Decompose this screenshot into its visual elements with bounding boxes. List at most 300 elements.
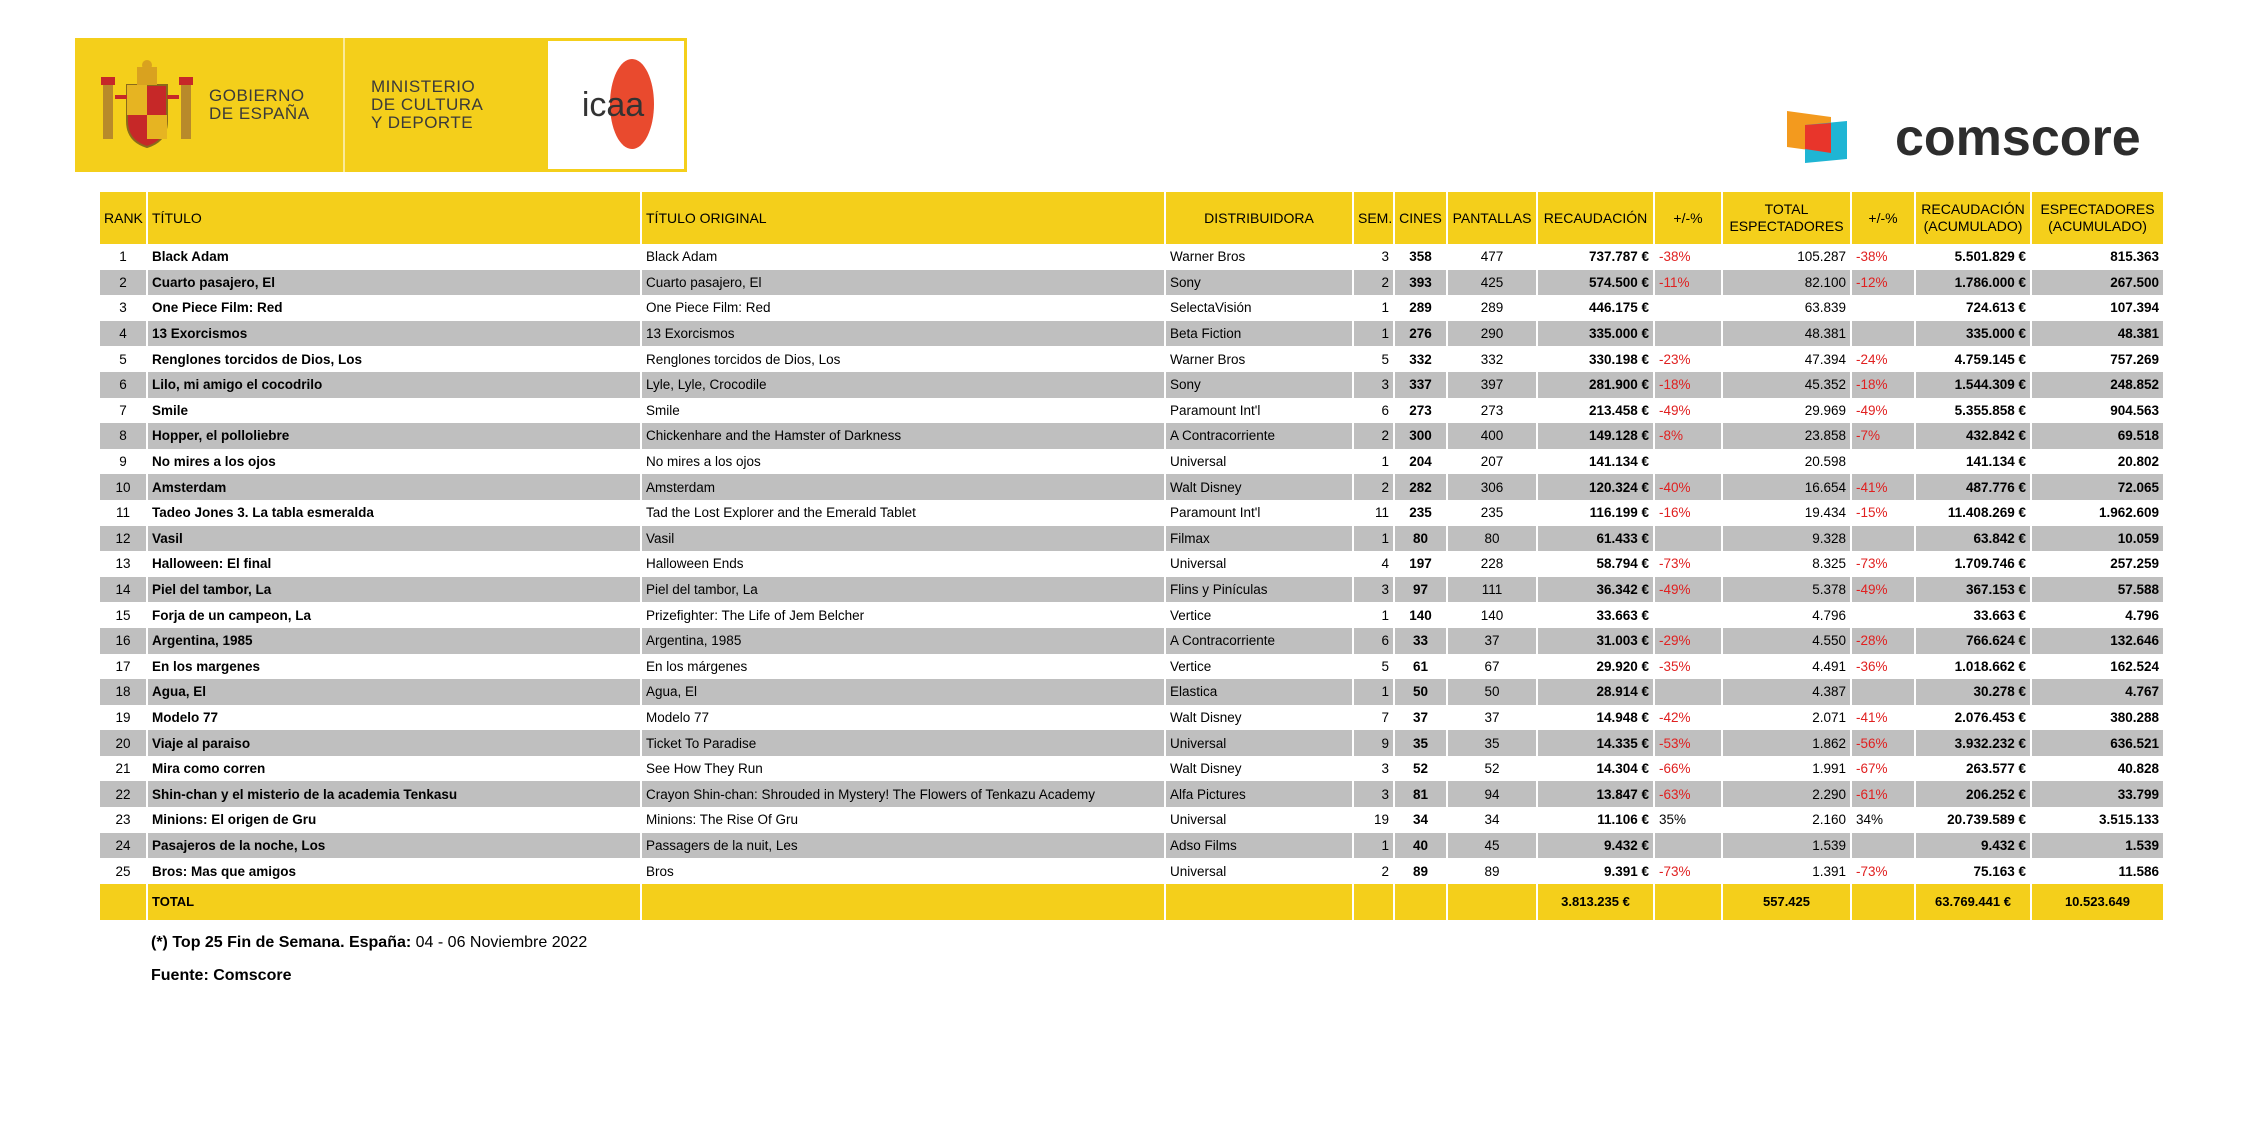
cell-rank: 13 — [100, 551, 147, 577]
cell-sem: 6 — [1353, 628, 1394, 654]
cell-sem: 3 — [1353, 244, 1394, 270]
cell-distribuidora: Universal — [1165, 858, 1353, 884]
cell-cines: 300 — [1394, 423, 1447, 449]
cell-recaudacion: 58.794 € — [1537, 551, 1654, 577]
cell-espectadores: 105.287 — [1722, 244, 1851, 270]
table-row — [100, 270, 2164, 296]
cell-distribuidora: Vertice — [1165, 654, 1353, 680]
header-line: ESPECTADORES — [2040, 201, 2155, 217]
cell-espectadores-acumulado: 132.646 — [2031, 628, 2164, 654]
cell-pantallas: 37 — [1447, 628, 1537, 654]
col-header-var2: +/-% — [1851, 192, 1915, 244]
cell-var2: -28% — [1851, 628, 1915, 654]
cell-pantallas: 228 — [1447, 551, 1537, 577]
cell-titulo-original: One Piece Film: Red — [641, 295, 1165, 321]
totals-recaudacion: 3.813.235 € — [1537, 884, 1654, 920]
cell-sem: 1 — [1353, 295, 1394, 321]
table-row — [100, 321, 2164, 347]
cell-espectadores-acumulado: 48.381 — [2031, 321, 2164, 347]
cell-titulo: Shin-chan y el misterio de la academia Tenkasu — [147, 781, 641, 807]
cell-pantallas: 80 — [1447, 526, 1537, 552]
cell-var1: -66% — [1654, 756, 1722, 782]
cell-cines: 140 — [1394, 602, 1447, 628]
cell-pantallas: 52 — [1447, 756, 1537, 782]
cell-sem: 1 — [1353, 679, 1394, 705]
cell-var2 — [1851, 449, 1915, 475]
cell-var2 — [1851, 833, 1915, 859]
cell-rank: 24 — [100, 833, 147, 859]
cell-recaudacion-acumulado: 11.408.269 € — [1915, 500, 2031, 526]
cell-titulo-original: Bros — [641, 858, 1165, 884]
cell-titulo-original: Chickenhare and the Hamster of Darkness — [641, 423, 1165, 449]
cell-distribuidora: Universal — [1165, 807, 1353, 833]
cell-recaudacion-acumulado: 1.018.662 € — [1915, 654, 2031, 680]
cell-var2: -67% — [1851, 756, 1915, 782]
cell-titulo: One Piece Film: Red — [147, 295, 641, 321]
cell-titulo-original: Argentina, 1985 — [641, 628, 1165, 654]
cell-recaudacion-acumulado: 1.709.746 € — [1915, 551, 2031, 577]
cell-sem: 11 — [1353, 500, 1394, 526]
cell-sem: 5 — [1353, 346, 1394, 372]
cell-titulo: Minions: El origen de Gru — [147, 807, 641, 833]
cell-recaudacion-acumulado: 263.577 € — [1915, 756, 2031, 782]
table-row — [100, 346, 2164, 372]
totals-cell — [1394, 884, 1447, 920]
cell-distribuidora: Filmax — [1165, 526, 1353, 552]
cell-espectadores: 1.391 — [1722, 858, 1851, 884]
cell-var1: -42% — [1654, 705, 1722, 731]
cell-recaudacion-acumulado: 3.932.232 € — [1915, 730, 2031, 756]
cell-recaudacion: 14.948 € — [1537, 705, 1654, 731]
cell-var2: -24% — [1851, 346, 1915, 372]
cell-titulo-original: Black Adam — [641, 244, 1165, 270]
table-row — [100, 423, 2164, 449]
cell-pantallas: 35 — [1447, 730, 1537, 756]
cell-rank: 6 — [100, 372, 147, 398]
cell-distribuidora: Beta Fiction — [1165, 321, 1353, 347]
header-line: (ACUMULADO) — [1923, 218, 2023, 234]
cell-espectadores: 9.328 — [1722, 526, 1851, 552]
cell-recaudacion: 61.433 € — [1537, 526, 1654, 552]
cell-espectadores-acumulado: 380.288 — [2031, 705, 2164, 731]
cell-var2 — [1851, 295, 1915, 321]
cell-sem: 4 — [1353, 551, 1394, 577]
cell-rank: 15 — [100, 602, 147, 628]
cell-cines: 204 — [1394, 449, 1447, 475]
comscore-mark-icon — [1787, 109, 1867, 167]
cell-recaudacion: 213.458 € — [1537, 398, 1654, 424]
cell-rank: 4 — [100, 321, 147, 347]
table-row — [100, 833, 2164, 859]
cell-cines: 273 — [1394, 398, 1447, 424]
cell-cines: 197 — [1394, 551, 1447, 577]
cell-recaudacion-acumulado: 75.163 € — [1915, 858, 2031, 884]
cell-pantallas: 290 — [1447, 321, 1537, 347]
cell-titulo-original: Tad the Lost Explorer and the Emerald Tablet — [641, 500, 1165, 526]
table-row — [100, 730, 2164, 756]
spain-coat-of-arms-icon — [97, 55, 197, 155]
cell-cines: 50 — [1394, 679, 1447, 705]
cell-var2: -49% — [1851, 398, 1915, 424]
totals-label: TOTAL — [147, 884, 641, 920]
cell-titulo: Bros: Mas que amigos — [147, 858, 641, 884]
cell-espectadores: 16.654 — [1722, 474, 1851, 500]
cell-espectadores-acumulado: 636.521 — [2031, 730, 2164, 756]
cell-distribuidora: SelectaVisión — [1165, 295, 1353, 321]
cell-distribuidora: Adso Films — [1165, 833, 1353, 859]
cell-var1: -73% — [1654, 858, 1722, 884]
table-row — [100, 449, 2164, 475]
cell-cines: 35 — [1394, 730, 1447, 756]
cell-pantallas: 50 — [1447, 679, 1537, 705]
cell-espectadores-acumulado: 57.588 — [2031, 577, 2164, 603]
cell-pantallas: 67 — [1447, 654, 1537, 680]
cell-rank: 16 — [100, 628, 147, 654]
cell-espectadores: 4.491 — [1722, 654, 1851, 680]
cell-recaudacion-acumulado: 1.786.000 € — [1915, 270, 2031, 296]
cell-recaudacion: 14.304 € — [1537, 756, 1654, 782]
cell-rank: 21 — [100, 756, 147, 782]
cell-pantallas: 140 — [1447, 602, 1537, 628]
cell-distribuidora: Sony — [1165, 372, 1353, 398]
cell-titulo-original: Ticket To Paradise — [641, 730, 1165, 756]
ministry-line-1: MINISTERIO — [371, 77, 476, 96]
cell-recaudacion-acumulado: 206.252 € — [1915, 781, 2031, 807]
cell-recaudacion-acumulado: 20.739.589 € — [1915, 807, 2031, 833]
cell-espectadores-acumulado: 1.539 — [2031, 833, 2164, 859]
cell-espectadores-acumulado: 757.269 — [2031, 346, 2164, 372]
cell-sem: 3 — [1353, 372, 1394, 398]
cell-espectadores-acumulado: 4.767 — [2031, 679, 2164, 705]
cell-titulo-original: Lyle, Lyle, Crocodile — [641, 372, 1165, 398]
cell-titulo-original: Cuarto pasajero, El — [641, 270, 1165, 296]
col-header-recaudacion: RECAUDACIÓN — [1537, 192, 1654, 244]
cell-espectadores: 45.352 — [1722, 372, 1851, 398]
cell-espectadores-acumulado: 33.799 — [2031, 781, 2164, 807]
cell-sem: 2 — [1353, 423, 1394, 449]
cell-rank: 12 — [100, 526, 147, 552]
cell-recaudacion-acumulado: 432.842 € — [1915, 423, 2031, 449]
cell-espectadores: 20.598 — [1722, 449, 1851, 475]
cell-sem: 1 — [1353, 321, 1394, 347]
cell-distribuidora: Flins y Pinículas — [1165, 577, 1353, 603]
cell-titulo-original: See How They Run — [641, 756, 1165, 782]
cell-cines: 276 — [1394, 321, 1447, 347]
header-line: (ACUMULADO) — [2048, 218, 2147, 234]
table-row — [100, 551, 2164, 577]
cell-recaudacion: 281.900 € — [1537, 372, 1654, 398]
government-banner — [75, 38, 687, 172]
cell-titulo-original: Vasil — [641, 526, 1165, 552]
cell-var2: -73% — [1851, 551, 1915, 577]
table-row — [100, 526, 2164, 552]
table-row — [100, 602, 2164, 628]
cell-var1 — [1654, 833, 1722, 859]
col-header-pantallas: PANTALLAS — [1447, 192, 1537, 244]
cell-titulo-original: Prizefighter: The Life of Jem Belcher — [641, 602, 1165, 628]
table-row — [100, 500, 2164, 526]
col-header-distribuidora: DISTRIBUIDORA — [1165, 192, 1353, 244]
cell-titulo: Cuarto pasajero, El — [147, 270, 641, 296]
cell-var2: -12% — [1851, 270, 1915, 296]
cell-var1: -35% — [1654, 654, 1722, 680]
table-row — [100, 577, 2164, 603]
cell-espectadores-acumulado: 4.796 — [2031, 602, 2164, 628]
cell-var1: -49% — [1654, 398, 1722, 424]
cell-distribuidora: A Contracorriente — [1165, 423, 1353, 449]
icaa-logo — [548, 41, 684, 169]
cell-espectadores-acumulado: 40.828 — [2031, 756, 2164, 782]
cell-var2: -61% — [1851, 781, 1915, 807]
totals-espectadores-acumulado: 10.523.649 — [2031, 884, 2164, 920]
cell-espectadores: 2.071 — [1722, 705, 1851, 731]
cell-cines: 37 — [1394, 705, 1447, 731]
cell-pantallas: 94 — [1447, 781, 1537, 807]
table-row — [100, 807, 2164, 833]
cell-sem: 1 — [1353, 833, 1394, 859]
cell-espectadores-acumulado: 72.065 — [2031, 474, 2164, 500]
cell-espectadores: 23.858 — [1722, 423, 1851, 449]
cell-cines: 337 — [1394, 372, 1447, 398]
comscore-logo — [1787, 108, 2141, 168]
cell-rank: 3 — [100, 295, 147, 321]
cell-cines: 97 — [1394, 577, 1447, 603]
cell-recaudacion: 335.000 € — [1537, 321, 1654, 347]
cell-recaudacion: 141.134 € — [1537, 449, 1654, 475]
cell-recaudacion-acumulado: 487.776 € — [1915, 474, 2031, 500]
cell-var2: -41% — [1851, 474, 1915, 500]
col-header-var1: +/-% — [1654, 192, 1722, 244]
cell-espectadores-acumulado: 257.259 — [2031, 551, 2164, 577]
cell-espectadores: 1.862 — [1722, 730, 1851, 756]
cell-pantallas: 111 — [1447, 577, 1537, 603]
cell-recaudacion: 116.199 € — [1537, 500, 1654, 526]
cell-pantallas: 37 — [1447, 705, 1537, 731]
cell-espectadores-acumulado: 267.500 — [2031, 270, 2164, 296]
cell-var2: -15% — [1851, 500, 1915, 526]
cell-titulo: Forja de un campeon, La — [147, 602, 641, 628]
cell-cines: 52 — [1394, 756, 1447, 782]
cell-espectadores: 4.796 — [1722, 602, 1851, 628]
gobierno-text — [209, 87, 310, 123]
cell-titulo-original: Minions: The Rise Of Gru — [641, 807, 1165, 833]
cell-distribuidora: Vertice — [1165, 602, 1353, 628]
cell-titulo: Agua, El — [147, 679, 641, 705]
cell-recaudacion: 31.003 € — [1537, 628, 1654, 654]
totals-cell — [1165, 884, 1353, 920]
ministerio-logo — [345, 38, 541, 172]
cell-pantallas: 34 — [1447, 807, 1537, 833]
cell-espectadores-acumulado: 11.586 — [2031, 858, 2164, 884]
cell-cines: 81 — [1394, 781, 1447, 807]
table-row — [100, 705, 2164, 731]
cell-var1: -38% — [1654, 244, 1722, 270]
table-row — [100, 398, 2164, 424]
cell-var2: -41% — [1851, 705, 1915, 731]
cell-sem: 6 — [1353, 398, 1394, 424]
cell-cines: 332 — [1394, 346, 1447, 372]
cell-titulo: Argentina, 1985 — [147, 628, 641, 654]
totals-recaudacion-acumulado: 63.769.441 € — [1915, 884, 2031, 920]
cell-titulo-original: Modelo 77 — [641, 705, 1165, 731]
cell-recaudacion: 737.787 € — [1537, 244, 1654, 270]
period-note — [151, 934, 587, 952]
totals-cell — [1851, 884, 1915, 920]
cell-titulo: Viaje al paraiso — [147, 730, 641, 756]
cell-espectadores-acumulado: 904.563 — [2031, 398, 2164, 424]
table-row — [100, 679, 2164, 705]
cell-titulo: Lilo, mi amigo el cocodrilo — [147, 372, 641, 398]
cell-pantallas: 397 — [1447, 372, 1537, 398]
col-header-total-espectadores — [1722, 192, 1851, 244]
cell-titulo-original: Amsterdam — [641, 474, 1165, 500]
cell-sem: 3 — [1353, 577, 1394, 603]
cell-titulo: No mires a los ojos — [147, 449, 641, 475]
cell-distribuidora: Paramount Int'l — [1165, 500, 1353, 526]
cell-titulo: Piel del tambor, La — [147, 577, 641, 603]
cell-recaudacion: 14.335 € — [1537, 730, 1654, 756]
cell-distribuidora: Walt Disney — [1165, 756, 1353, 782]
cell-titulo-original: Agua, El — [641, 679, 1165, 705]
cell-recaudacion: 574.500 € — [1537, 270, 1654, 296]
cell-cines: 80 — [1394, 526, 1447, 552]
cell-recaudacion-acumulado: 5.501.829 € — [1915, 244, 2031, 270]
cell-cines: 235 — [1394, 500, 1447, 526]
cell-titulo: Mira como corren — [147, 756, 641, 782]
cell-rank: 14 — [100, 577, 147, 603]
cell-titulo-original: Piel del tambor, La — [641, 577, 1165, 603]
cell-titulo: Modelo 77 — [147, 705, 641, 731]
cell-var2: -7% — [1851, 423, 1915, 449]
cell-rank: 18 — [100, 679, 147, 705]
cell-var1: -73% — [1654, 551, 1722, 577]
cell-recaudacion: 120.324 € — [1537, 474, 1654, 500]
cell-recaudacion-acumulado: 5.355.858 € — [1915, 398, 2031, 424]
cell-rank: 9 — [100, 449, 147, 475]
cell-distribuidora: Universal — [1165, 449, 1353, 475]
cell-rank: 11 — [100, 500, 147, 526]
table-row — [100, 781, 2164, 807]
cell-distribuidora: Universal — [1165, 730, 1353, 756]
totals-cell — [641, 884, 1165, 920]
cell-titulo: Hopper, el polloliebre — [147, 423, 641, 449]
cell-espectadores-acumulado: 107.394 — [2031, 295, 2164, 321]
ministry-line-2: DE CULTURA — [371, 95, 484, 114]
col-header-cines: CINES — [1394, 192, 1447, 244]
cell-var2: -49% — [1851, 577, 1915, 603]
cell-cines: 89 — [1394, 858, 1447, 884]
ministry-line-3: Y DEPORTE — [371, 113, 474, 132]
cell-recaudacion-acumulado: 1.544.309 € — [1915, 372, 2031, 398]
cell-espectadores: 1.991 — [1722, 756, 1851, 782]
cell-titulo-original: Crayon Shin-chan: Shrouded in Mystery! The Flowers of Tenkazu Academy — [641, 781, 1165, 807]
cell-sem: 1 — [1353, 526, 1394, 552]
gobierno-de-espana-logo — [75, 38, 343, 172]
cell-recaudacion-acumulado: 766.624 € — [1915, 628, 2031, 654]
cell-var2: -18% — [1851, 372, 1915, 398]
cell-var1 — [1654, 526, 1722, 552]
cell-pantallas: 273 — [1447, 398, 1537, 424]
cell-espectadores-acumulado: 162.524 — [2031, 654, 2164, 680]
cell-recaudacion: 13.847 € — [1537, 781, 1654, 807]
cell-recaudacion: 29.920 € — [1537, 654, 1654, 680]
ministerio-text — [371, 78, 483, 132]
cell-distribuidora: Walt Disney — [1165, 705, 1353, 731]
cell-titulo: 13 Exorcismos — [147, 321, 641, 347]
cell-recaudacion: 33.663 € — [1537, 602, 1654, 628]
cell-cines: 61 — [1394, 654, 1447, 680]
totals-row — [100, 884, 2164, 920]
cell-pantallas: 289 — [1447, 295, 1537, 321]
cell-espectadores: 5.378 — [1722, 577, 1851, 603]
cell-rank: 19 — [100, 705, 147, 731]
comscore-wordmark: comscore — [1895, 109, 2141, 167]
cell-recaudacion: 330.198 € — [1537, 346, 1654, 372]
cell-espectadores-acumulado: 815.363 — [2031, 244, 2164, 270]
cell-titulo-original: 13 Exorcismos — [641, 321, 1165, 347]
cell-espectadores-acumulado: 1.962.609 — [2031, 500, 2164, 526]
gov-line-2: DE ESPAÑA — [209, 104, 310, 123]
cell-titulo: Tadeo Jones 3. La tabla esmeralda — [147, 500, 641, 526]
totals-cell — [100, 884, 147, 920]
cell-distribuidora: Walt Disney — [1165, 474, 1353, 500]
col-header-recaudacion-acumulado — [1915, 192, 2031, 244]
cell-distribuidora: Universal — [1165, 551, 1353, 577]
cell-titulo-original: Renglones torcidos de Dios, Los — [641, 346, 1165, 372]
table-header-row — [100, 192, 2164, 244]
cell-espectadores: 19.434 — [1722, 500, 1851, 526]
cell-titulo-original: Smile — [641, 398, 1165, 424]
cell-sem: 19 — [1353, 807, 1394, 833]
cell-espectadores: 4.550 — [1722, 628, 1851, 654]
cell-recaudacion: 36.342 € — [1537, 577, 1654, 603]
cell-cines: 358 — [1394, 244, 1447, 270]
table-row — [100, 372, 2164, 398]
cell-titulo-original: Halloween Ends — [641, 551, 1165, 577]
col-header-sem: SEM. — [1353, 192, 1394, 244]
cell-rank: 8 — [100, 423, 147, 449]
cell-titulo: Pasajeros de la noche, Los — [147, 833, 641, 859]
cell-sem: 2 — [1353, 270, 1394, 296]
header-line: RECAUDACIÓN — [1921, 201, 2025, 217]
cell-recaudacion: 149.128 € — [1537, 423, 1654, 449]
table-row — [100, 654, 2164, 680]
col-header-titulo-original: TÍTULO ORIGINAL — [641, 192, 1165, 244]
cell-recaudacion-acumulado: 2.076.453 € — [1915, 705, 2031, 731]
cell-cines: 40 — [1394, 833, 1447, 859]
cell-pantallas: 332 — [1447, 346, 1537, 372]
cell-pantallas: 207 — [1447, 449, 1537, 475]
cell-recaudacion: 446.175 € — [1537, 295, 1654, 321]
cell-espectadores: 2.290 — [1722, 781, 1851, 807]
cell-sem: 3 — [1353, 781, 1394, 807]
cell-recaudacion-acumulado: 335.000 € — [1915, 321, 2031, 347]
cell-sem: 2 — [1353, 474, 1394, 500]
header-line: ESPECTADORES — [1729, 218, 1844, 234]
cell-rank: 1 — [100, 244, 147, 270]
period-note-dates: 04 - 06 Noviembre 2022 — [411, 934, 588, 951]
cell-pantallas: 425 — [1447, 270, 1537, 296]
cell-titulo: Black Adam — [147, 244, 641, 270]
cell-var1: -49% — [1654, 577, 1722, 603]
cell-cines: 393 — [1394, 270, 1447, 296]
cell-recaudacion: 9.432 € — [1537, 833, 1654, 859]
cell-recaudacion-acumulado: 4.759.145 € — [1915, 346, 2031, 372]
col-header-rank: RANK — [100, 192, 147, 244]
cell-espectadores: 82.100 — [1722, 270, 1851, 296]
cell-var1 — [1654, 602, 1722, 628]
cell-recaudacion-acumulado: 30.278 € — [1915, 679, 2031, 705]
